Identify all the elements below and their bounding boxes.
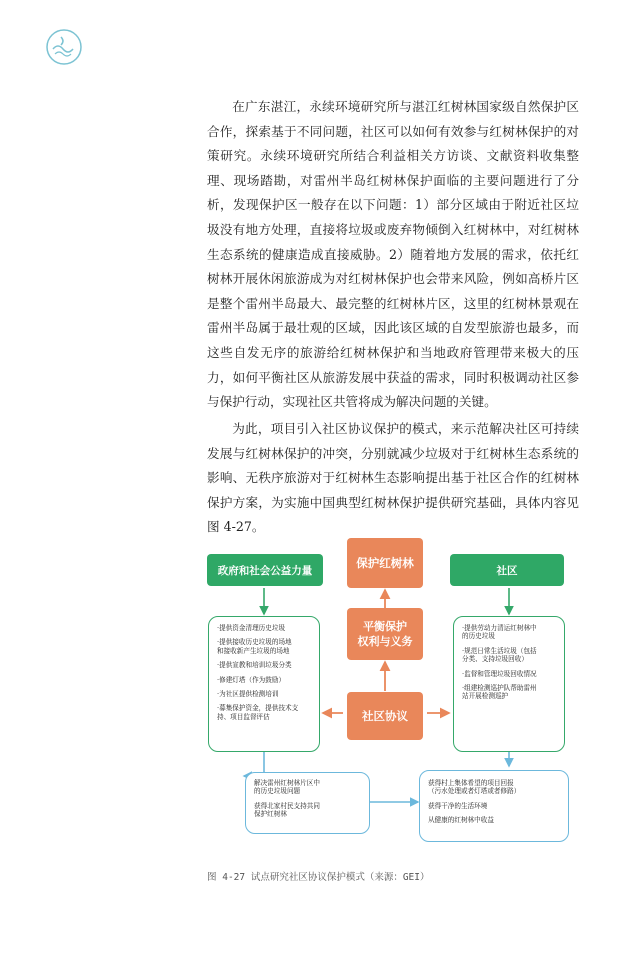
government-header: 政府和社会公益力量: [207, 554, 323, 586]
community-outcomes-list: [419, 770, 569, 842]
community-header: 社区: [450, 554, 564, 586]
list-item: ·提供宣教和培训垃圾分类: [217, 661, 292, 670]
list-item: ·规范日常生活垃圾（包括 分类、支持垃圾回收）: [462, 646, 537, 664]
government-actions-list: [208, 616, 320, 752]
list-item: ·为社区提供检测培训: [217, 690, 279, 699]
list-item: 获得村上集体希望的项目回报 （污水处理或者灯塔或者修路）: [428, 779, 521, 796]
list-item: ·组建检测巡护队帮助雷州 站开展检测巡护: [462, 684, 537, 701]
list-item: ·提供资金清理历史垃圾: [217, 624, 286, 632]
list-item: ·提供劳动力清运红树林中 的历史垃圾: [462, 624, 537, 641]
protect-mangrove-box: 保护红树林: [347, 538, 423, 588]
list-item: ·募集保护资金，提供技术支 持、项目监督评估: [217, 704, 299, 721]
list-item: 从健康的红树林中收益: [428, 816, 494, 825]
government-outcomes-list: [245, 772, 370, 834]
community-actions-list: [453, 616, 565, 752]
paragraph-2: 为此，项目引入社区协议保护的模式，来示范解决社区可持续发展与红树林保护的冲突，分别就减少垃圾对于红树林生态系统的影响、无秩序旅游对于红树林生态影响提出基于社区合作的红树林保护方案，为实施中国典型红树林保护提供研究基础，具体内容见图 4-27。: [207, 421, 579, 535]
community-agreement-box: 社区协议: [347, 692, 423, 740]
list-item: ·修建灯塔（作为鼓励）: [217, 675, 286, 684]
list-item: 解决雷州红树林片区中 的历史垃圾问题: [254, 779, 320, 796]
list-item: ·提供接收历史垃圾的场地 和接收新产生垃圾的场地: [217, 638, 292, 655]
balance-rights-box: 平衡保护 权利与义务: [347, 608, 423, 660]
list-item: ·监督和管理垃圾回收情况: [462, 669, 537, 678]
figure-caption: 图 4-27 试点研究社区协议保护模式（来源：GEI）: [207, 872, 430, 883]
list-item: 获得北家村民支持共同 保护红树林: [254, 801, 320, 819]
logo-icon: [44, 27, 84, 67]
paragraph-1: 在广东湛江，永续环境研究所与湛江红树林国家级自然保护区合作，探索基于不同问题，社区可以如何有效参与红树林保护的对策研究。永续环境研究所结合利益相关方访谈、文献资料收集整理、现场踏勘，对雷州半岛红树林保护面临的主要问题进行了分析，发现保护区一般存在以下问题：1）部分区域由于附近社区垃圾没有地方处理，直接将垃圾或废弃物倾倒入红树林中，对红树林生态系统的健康造成直接威胁。2）随着地方发展的需求，依托红树林开展休闲旅游成为对红树林保护也会带来风险，例如高桥片区是整个雷州半岛最大、最完整的红树林片区，这里的红树林景观在雷州半岛属于最壮观的区域，因此该区域的自发型旅游也最多，而这些自发无序的旅游给红树林保护和当地政府管理带来极大的压力，如何平衡社区从旅游发展中获益的需求，同时积极调动社区参与保护行动，实现社区共管将成为解决问题的关键。: [207, 99, 579, 410]
list-item: 获得干净的生活环境: [428, 801, 488, 810]
protection-model-diagram: [207, 538, 579, 855]
